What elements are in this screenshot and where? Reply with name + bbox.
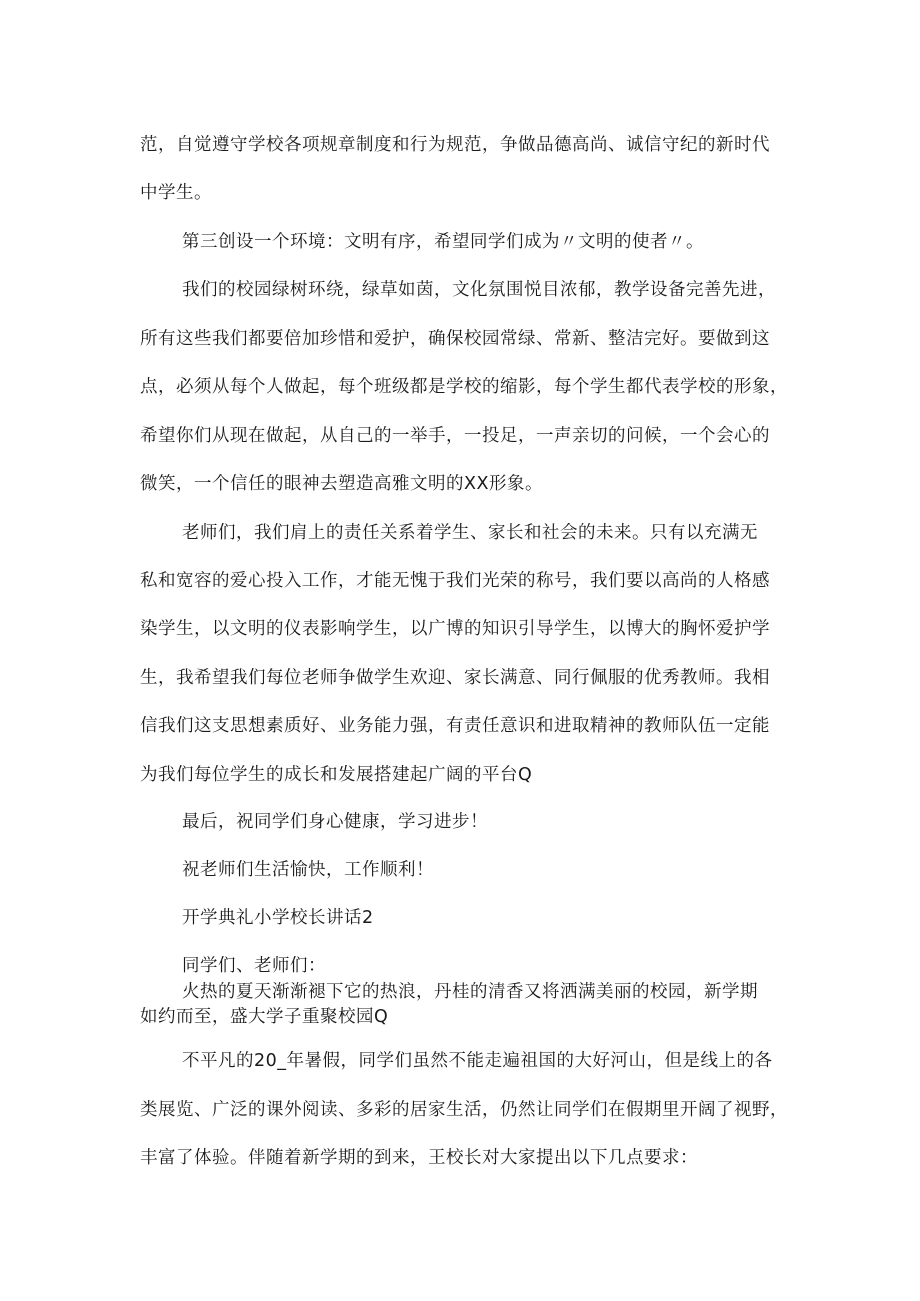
text-line: 不平凡的20_年暑假，同学们虽然不能走遍祖国的大好河山，但是线上的各 <box>182 1051 773 1071</box>
text-line: 第三创设一个环境：文明有序，希望同学们成为〃文明的使者〃。 <box>182 232 704 252</box>
text-line: 火热的夏天渐渐褪下它的热浪，丹桂的清香又将洒满美丽的校园，新学期 <box>182 982 758 1002</box>
text-line: 生，我希望我们每位老师争做学生欢迎、家长满意、同行佩服的优秀教师。我相 <box>140 668 770 688</box>
text-line: 老师们，我们肩上的责任关系着学生、家长和社会的未来。只有以充满无 <box>182 523 758 543</box>
text-line: 希望你们从现在做起，从自己的一举手，一投足，一声亲切的问候，一个会心的 <box>140 426 770 446</box>
text-line: 私和宽容的爱心投入工作，才能无愧于我们光荣的称号，我们要以高尚的人格感 <box>140 571 770 591</box>
text-line: 我们的校园绿树环绕，绿草如茵，文化氛围悦目浓郁，教学设备完善先进， <box>182 280 776 300</box>
text-line: 类展览、广泛的课外阅读、多彩的居家生活，仍然让同学们在假期里开阔了视野， <box>140 1100 788 1120</box>
text-line: 染学生，以文明的仪表影响学生，以广博的知识引导学生，以博大的胸怀爱护学 <box>140 619 770 639</box>
section-heading: 开学典礼小学校长讲话2 <box>182 908 374 928</box>
salutation: 同学们、老师们： <box>182 956 326 976</box>
text-line: 丰富了体验。伴随着新学期的到来，王校长对大家提出以下几点要求： <box>140 1148 698 1168</box>
text-line: 信我们这支思想素质好、业务能力强，有责任意识和进取精神的教师队伍一定能 <box>140 716 770 736</box>
text-line: 范，自觉遵守学校各项规章制度和行为规范，争做品德高尚、诚信守纪的新时代 <box>140 135 770 155</box>
text-line: 如约而至，盛大学子重聚校园Q <box>140 1007 389 1027</box>
text-line: 微笑，一个信任的眼神去塑造高雅文明的XX形象。 <box>140 474 543 494</box>
text-line: 为我们每位学生的成长和发展搭建起广阔的平台Q <box>140 765 533 785</box>
text-line: 祝老师们生活愉快，工作顺利！ <box>182 860 434 880</box>
text-line: 中学生。 <box>140 183 212 203</box>
text-line: 所有这些我们都要倍加珍惜和爱护，确保校园常绿、常新、整洁完好。要做到这 <box>140 329 770 349</box>
text-line: 点，必须从每个人做起，每个班级都是学校的缩影，每个学生都代表学校的形象， <box>140 377 788 397</box>
text-line: 最后，祝同学们身心健康，学习进步！ <box>182 812 488 832</box>
